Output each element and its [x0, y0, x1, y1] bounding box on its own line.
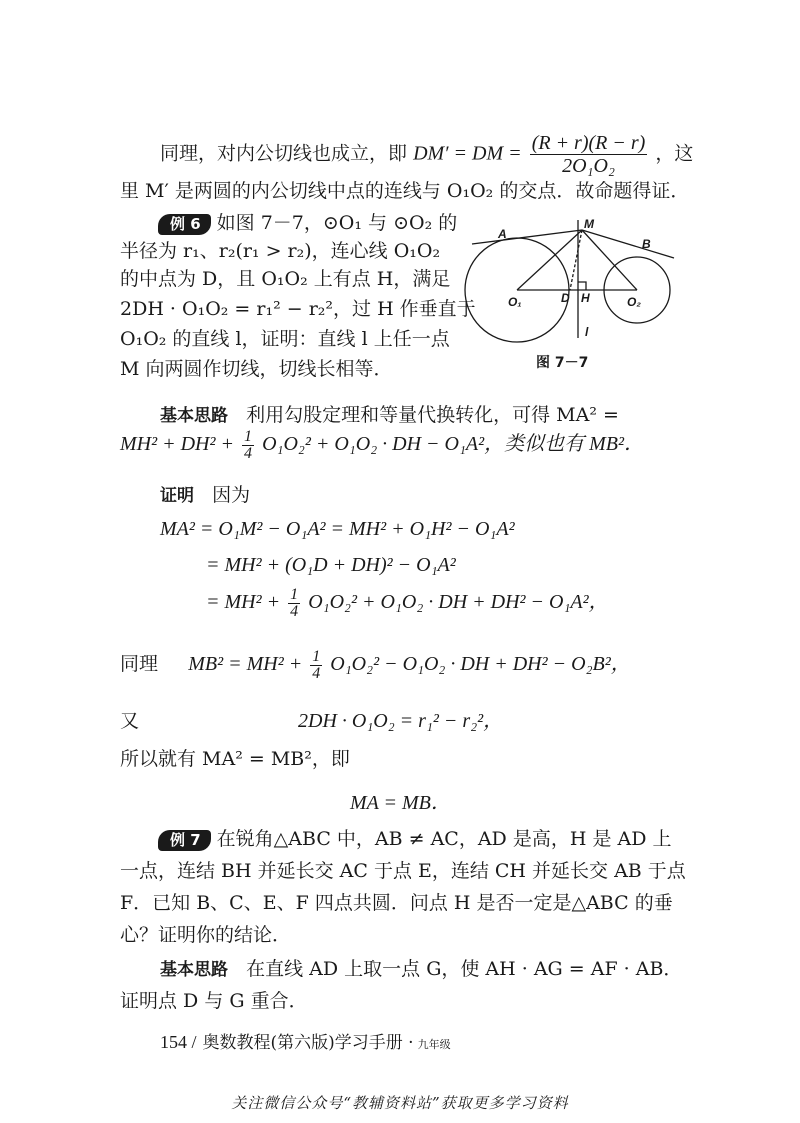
para1-line1 — [160, 132, 693, 177]
proof-eq4 — [120, 644, 631, 684]
example7-line1 — [158, 826, 671, 852]
para1-math: DM′ = DM = — [413, 142, 522, 165]
proof-eq4-post: O₁O₂² − O₁O₂ · DH + DH² − O₂B²， — [330, 653, 631, 675]
example6-tag: 例 6 — [158, 214, 211, 235]
para1-text-end: ，这 — [655, 142, 694, 165]
proof-eq5: 2DH · O₁O₂ = r₁² − r₂²， — [298, 710, 504, 732]
tangent-mb — [582, 230, 674, 258]
idea6-line2 — [120, 424, 644, 464]
example7-line2: 一点，连结 BH 并延长交 AC 于点 E，连结 CH 并延长交 AB 于点 — [120, 860, 686, 882]
example7-tag: 例 7 — [158, 830, 211, 851]
idea7-line2: 证明点 D 与 G 重合． — [120, 990, 308, 1012]
same-label: 同理 — [120, 653, 159, 675]
example6-text: 如图 7－7，⊙O₁ 与 ⊙O₂ 的 — [216, 212, 458, 234]
example6-line4: 2DH · O₁O₂ = r₁² − r₂²，过 H 作垂直于 — [120, 298, 476, 320]
fraction — [288, 587, 300, 620]
fraction-denominator: 4 — [312, 664, 321, 682]
label-l: l — [585, 325, 589, 339]
example6-line6: M 向两圆作切线，切线长相等． — [120, 358, 393, 380]
fraction — [242, 429, 254, 462]
tangent-ma — [472, 230, 582, 244]
example6-line1 — [158, 210, 457, 236]
proof-also-label: 又 — [120, 710, 140, 732]
example6-line3: 的中点为 D，且 O₁O₂ 上有点 H，满足 — [120, 268, 451, 290]
label-d: D — [561, 291, 570, 305]
example6-line5: O₁O₂ 的直线 l，证明：直线 l 上任一点 — [120, 328, 450, 350]
page-number: 154 / — [160, 1032, 197, 1052]
fraction — [310, 649, 322, 682]
para1-text: 同理，对内公切线也成立，即 — [160, 142, 408, 165]
fraction-denominator: 2O₁O₂ — [562, 155, 615, 177]
fraction-numerator: 1 — [290, 585, 299, 603]
label-a: A — [498, 227, 507, 241]
fraction-denominator: 4 — [244, 444, 253, 462]
proof-label: 证明 — [160, 486, 194, 506]
proof-heading — [160, 482, 250, 509]
label-h: H — [581, 291, 590, 305]
proof-intro: 因为 — [212, 484, 251, 506]
proof-eq4-pre: MB² = MH² + — [188, 653, 303, 675]
example7-line4: 心？证明你的结论． — [120, 924, 292, 946]
right-angle-mark — [578, 282, 586, 290]
fraction — [530, 132, 648, 177]
proof-final-eq: MA = MB． — [350, 792, 451, 814]
idea7-line1 — [160, 956, 682, 983]
idea6-math-pre: MH² + DH² + — [120, 433, 234, 455]
label-b: B — [642, 237, 651, 251]
fraction-numerator: 1 — [312, 647, 321, 665]
fraction-numerator: 1 — [244, 427, 253, 445]
idea6-label: 基本思路 — [160, 406, 228, 426]
idea7-label: 基本思路 — [160, 960, 228, 980]
bottom-watermark-note: 关注微信公众号“教辅资料站”获取更多学习资料 — [231, 1094, 569, 1112]
page-footer — [160, 1028, 451, 1053]
idea6-text1: 利用勾股定理和等量代换转化，可得 MA² = — [246, 404, 619, 426]
figure-caption: 图 7－7 — [536, 355, 589, 371]
proof-eq3-post: O₁O₂² + O₁O₂ · DH + DH² − O₁A²， — [308, 591, 609, 613]
grade-label: 九年级 — [417, 1038, 451, 1051]
fraction-numerator: (R + r)(R − r) — [531, 132, 646, 154]
book-title: 奥数教程(第六版)学习手册 · — [202, 1033, 414, 1053]
example6-line2: 半径为 r₁、r₂(r₁ > r₂)，连心线 O₁O₂ — [120, 240, 441, 262]
example7-text: 在锐角△ABC 中，AB ≠ AC，AD 是高，H 是 AD 上 — [216, 828, 672, 850]
label-o2: O₂ — [627, 295, 641, 309]
figure-7-7 — [462, 210, 762, 380]
proof-eq3 — [206, 582, 609, 622]
fraction-denominator: 4 — [290, 602, 299, 620]
proof-eq3-pre: = MH² + — [206, 591, 281, 613]
idea6-math-post: O₁O₂² + O₁O₂ · DH − O₁A²，类似也有 MB²． — [262, 433, 645, 455]
label-m: M — [584, 217, 594, 231]
idea7-text1: 在直线 AD 上取一点 G，使 AH · AG = AF · AB． — [246, 958, 683, 980]
proof-eq2: = MH² + (O₁D + DH)² − O₁A² — [206, 554, 456, 576]
proof-so-line: 所以就有 MA² = MB²，即 — [120, 748, 350, 770]
para1-line2: 里 M′ 是两圆的内公切线中点的连线与 O₁O₂ 的交点．故命题得证． — [120, 180, 690, 202]
proof-eq1: MA² = O₁M² − O₁A² = MH² + O₁H² − O₁A² — [160, 518, 515, 540]
label-o1: O₁ — [508, 295, 522, 309]
example7-line3: F．已知 B、C、E、F 四点共圆．问点 H 是否一定是△ABC 的垂 — [120, 892, 673, 914]
